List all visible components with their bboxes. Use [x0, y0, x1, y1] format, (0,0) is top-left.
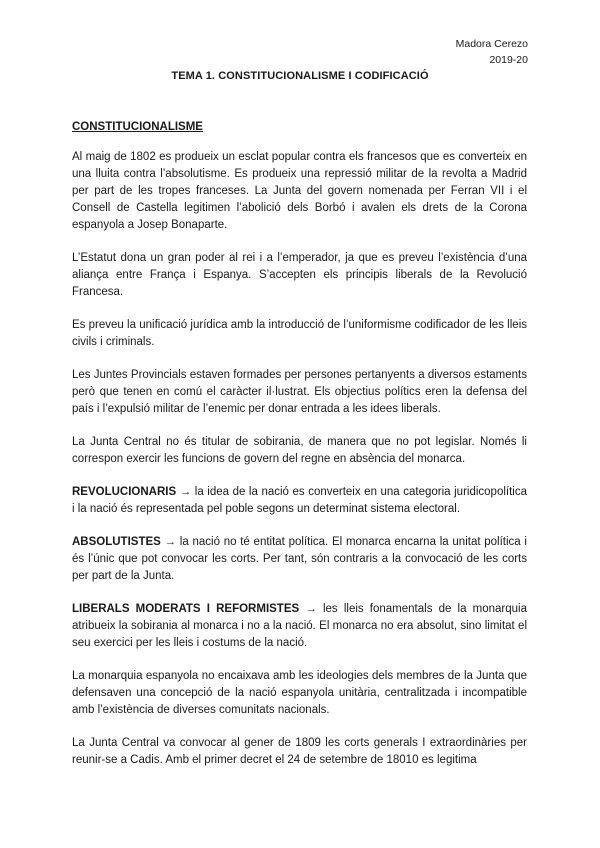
- page-header: [456, 36, 528, 68]
- term-definition: → les lleis fonamentals de la monarquia atribueix la sobirania al monarca i no a la nació. El monarca no era absolut, sino limitat el seu exercici per les lleis i costums de la nació.: [72, 603, 527, 649]
- paragraph: La Junta Central va convocar al gener de 1809 les corts generals I extraordinàries per reunir-se a Cadis. Amb el primer decret el 24 de setembre de 18010 es legitima: [72, 737, 527, 766]
- author-name: Madora Cerezo: [455, 38, 528, 50]
- term-definition: → la nació no té entitat política. El monarca encarna la unitat política i és l’únic que pot convocar les corts. Per tant, són contraris a la convocació de les corts per part de la Junta.: [72, 536, 527, 582]
- term-label: REVOLUCIONARIS: [72, 486, 177, 498]
- term-definition: → la idea de la nació es converteix en una categoria juridicopolítica i la nació és representada pel poble segons un determinat sistema electoral.: [72, 486, 527, 515]
- paragraph: Es preveu la unificació jurídica amb la introducció de l’uniformisme codificador de les lleis civils i criminals.: [72, 319, 527, 348]
- section-heading: CONSTITUCIONALISME: [72, 121, 203, 133]
- term-paragraph: [72, 601, 527, 652]
- paragraph: Les Juntes Provincials estaven formades per persones pertanyents a diversos estaments però que tenen en comú el caràcter il·lustrat. Els objectius polítics eren la defensa del país i l’expulsió militar de l’enemic per donar entrada a les idees liberals.: [72, 369, 527, 415]
- paragraph: Al maig de 1802 es produeix un esclat popular contra els francesos que es converteix en una lluita contra l’absolutisme. Es produeix una repressió militar de la revolta a Madrid per part de les tropes franceses. La Junta del govern nomenada per Ferran VII i el Consell de Castella legitimen l’abolició dels Borbó i avalen els drets de la Corona espanyola a Josep Bonaparte.: [72, 151, 527, 231]
- paragraph: L’Estatut dona un gran poder al rei i a l’emperador, ja que es preveu l’existència d’una aliança entre França i Espanya. S’accepten els principis liberals de la Revolució Francesa.: [72, 252, 527, 298]
- term-paragraph: [72, 534, 527, 585]
- paragraph: La Junta Central no és titular de sobirania, de manera que no pot legislar. Només li correspon exercir les funcions de govern del regne en absència del monarca.: [72, 436, 527, 465]
- document-title: TEMA 1. CONSTITUCIONALISME I CODIFICACIÓ: [171, 70, 429, 82]
- paragraph: La monarquia espanyola no encaixava amb les ideologies dels membres de la Junta que defensaven una concepció de la nació espanyola unitària, centralitzada i incompatible amb l’existència de diverses comunitats nacionals.: [72, 670, 527, 716]
- term-paragraph: [72, 484, 527, 518]
- term-label: LIBERALS MODERATS I REFORMISTES: [72, 603, 300, 615]
- academic-year: 2019-20: [489, 54, 528, 66]
- term-label: ABSOLUTISTES: [72, 536, 161, 548]
- document-body: [72, 121, 527, 785]
